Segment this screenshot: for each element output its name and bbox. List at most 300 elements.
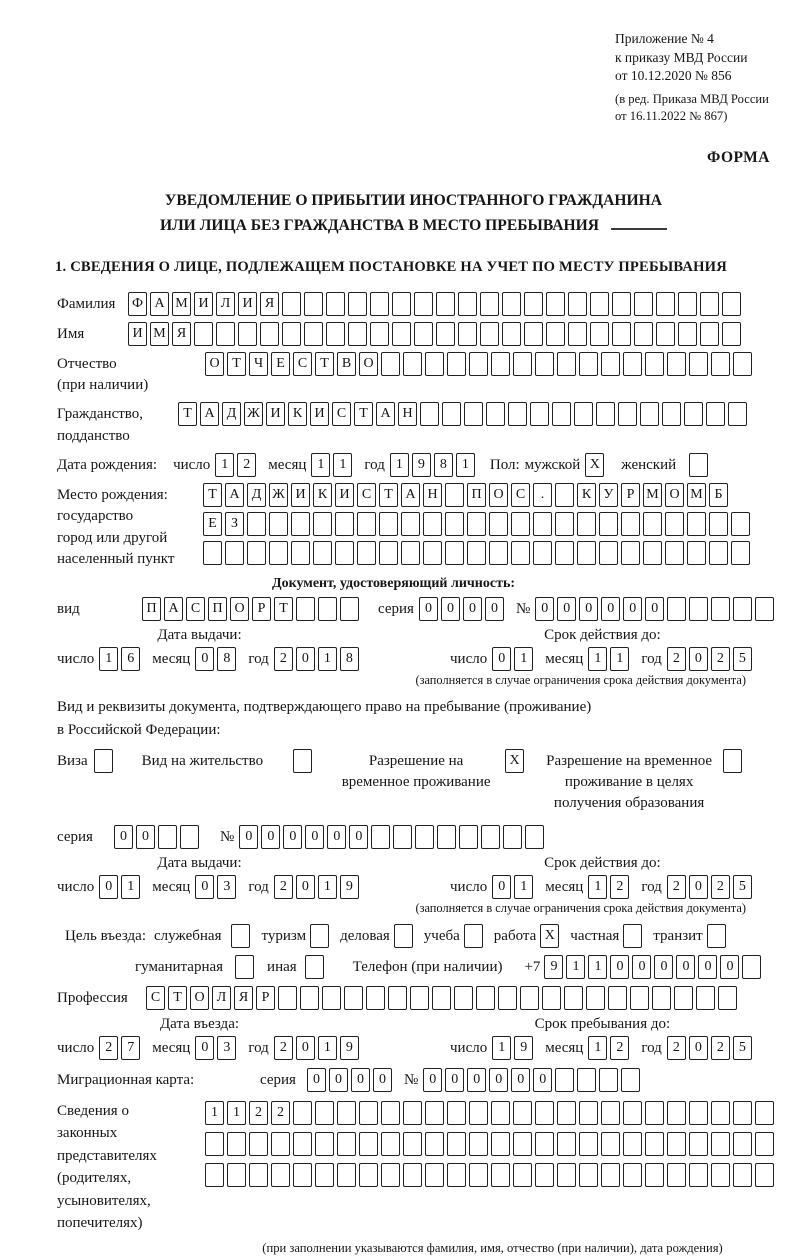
char-cell[interactable] (689, 1163, 708, 1187)
char-cell[interactable] (596, 402, 615, 426)
char-cell[interactable]: 8 (434, 453, 453, 477)
char-cell[interactable] (337, 1132, 356, 1156)
char-cell[interactable] (542, 986, 561, 1010)
char-cell[interactable] (568, 322, 587, 346)
char-cell[interactable] (546, 292, 565, 316)
char-cell[interactable]: 3 (217, 875, 236, 899)
char-cell[interactable]: С (293, 352, 312, 376)
char-cell[interactable]: Т (227, 352, 246, 376)
char-cell[interactable] (392, 292, 411, 316)
char-cell[interactable] (313, 512, 332, 536)
char-cell[interactable] (502, 292, 521, 316)
char-cell[interactable] (731, 512, 750, 536)
char-cell[interactable] (315, 1132, 334, 1156)
char-cell[interactable]: Е (271, 352, 290, 376)
char-cell[interactable]: М (150, 322, 169, 346)
char-cell[interactable] (476, 986, 495, 1010)
char-cell[interactable]: П (208, 597, 227, 621)
char-cell[interactable] (469, 1132, 488, 1156)
char-cell[interactable] (623, 352, 642, 376)
char-cell[interactable] (401, 512, 420, 536)
char-cell[interactable] (300, 986, 319, 1010)
char-cell[interactable] (755, 1163, 774, 1187)
char-cell[interactable] (674, 986, 693, 1010)
char-cell[interactable]: С (332, 402, 351, 426)
char-cell[interactable] (645, 1163, 664, 1187)
char-cell[interactable] (348, 322, 367, 346)
char-cell[interactable] (282, 322, 301, 346)
char-cell[interactable] (366, 986, 385, 1010)
char-cell[interactable]: Т (274, 597, 293, 621)
char-cell[interactable] (322, 986, 341, 1010)
char-cell[interactable] (486, 402, 505, 426)
char-cell[interactable]: Р (256, 986, 275, 1010)
char-cell[interactable]: А (401, 483, 420, 507)
char-cell[interactable]: 1 (121, 875, 140, 899)
char-cell[interactable]: Я (172, 322, 191, 346)
char-cell[interactable] (489, 541, 508, 565)
checkbox-humanitarian[interactable] (235, 955, 254, 979)
char-cell[interactable] (293, 1101, 312, 1125)
char-cell[interactable] (415, 825, 434, 849)
char-cell[interactable] (491, 352, 510, 376)
char-cell[interactable] (711, 1163, 730, 1187)
char-cell[interactable] (711, 1101, 730, 1125)
char-cell[interactable]: 1 (99, 647, 118, 671)
char-cell[interactable]: 0 (307, 1068, 326, 1092)
char-cell[interactable] (508, 402, 527, 426)
char-cell[interactable] (689, 352, 708, 376)
char-cell[interactable] (524, 322, 543, 346)
char-cell[interactable]: Я (260, 292, 279, 316)
char-cell[interactable] (623, 1163, 642, 1187)
char-cell[interactable]: И (266, 402, 285, 426)
char-cell[interactable]: 1 (514, 875, 533, 899)
char-cell[interactable] (469, 1163, 488, 1187)
char-cell[interactable]: 0 (654, 955, 673, 979)
char-cell[interactable] (489, 512, 508, 536)
char-cell[interactable] (667, 597, 686, 621)
char-cell[interactable] (403, 1163, 422, 1187)
char-cell[interactable]: 0 (136, 825, 155, 849)
char-cell[interactable] (381, 1101, 400, 1125)
char-cell[interactable] (313, 541, 332, 565)
char-cell[interactable] (357, 512, 376, 536)
char-cell[interactable]: 0 (689, 1036, 708, 1060)
char-cell[interactable]: 0 (423, 1068, 442, 1092)
char-cell[interactable] (599, 541, 618, 565)
char-cell[interactable]: 1 (205, 1101, 224, 1125)
char-cell[interactable]: 0 (467, 1068, 486, 1092)
char-cell[interactable]: 1 (456, 453, 475, 477)
char-cell[interactable] (577, 541, 596, 565)
char-cell[interactable]: . (533, 483, 552, 507)
char-cell[interactable] (706, 402, 725, 426)
char-cell[interactable] (733, 1101, 752, 1125)
char-cell[interactable]: 0 (261, 825, 280, 849)
char-cell[interactable]: А (200, 402, 219, 426)
char-cell[interactable] (645, 1101, 664, 1125)
char-cell[interactable] (711, 352, 730, 376)
char-cell[interactable] (425, 1163, 444, 1187)
char-cell[interactable]: И (310, 402, 329, 426)
char-cell[interactable]: О (230, 597, 249, 621)
char-cell[interactable] (269, 541, 288, 565)
char-cell[interactable]: 8 (340, 647, 359, 671)
char-cell[interactable]: 0 (327, 825, 346, 849)
checkbox-private[interactable] (623, 924, 642, 948)
char-cell[interactable] (381, 352, 400, 376)
char-cell[interactable]: 2 (271, 1101, 290, 1125)
char-cell[interactable] (458, 292, 477, 316)
char-cell[interactable]: 1 (318, 647, 337, 671)
char-cell[interactable]: 9 (514, 1036, 533, 1060)
char-cell[interactable] (577, 512, 596, 536)
char-cell[interactable] (388, 986, 407, 1010)
char-cell[interactable] (711, 1132, 730, 1156)
char-cell[interactable]: 0 (195, 1036, 214, 1060)
char-cell[interactable]: 0 (305, 825, 324, 849)
checkbox-work[interactable]: X (540, 924, 559, 948)
char-cell[interactable]: 2 (610, 1036, 629, 1060)
char-cell[interactable]: Р (621, 483, 640, 507)
char-cell[interactable] (158, 825, 177, 849)
checkbox-visa[interactable] (94, 749, 113, 773)
char-cell[interactable] (247, 541, 266, 565)
char-cell[interactable] (599, 512, 618, 536)
char-cell[interactable]: М (687, 483, 706, 507)
char-cell[interactable]: 0 (114, 825, 133, 849)
char-cell[interactable]: 1 (514, 647, 533, 671)
checkbox-study[interactable] (464, 924, 483, 948)
char-cell[interactable] (530, 402, 549, 426)
char-cell[interactable] (445, 512, 464, 536)
char-cell[interactable] (640, 402, 659, 426)
char-cell[interactable] (652, 986, 671, 1010)
char-cell[interactable] (590, 322, 609, 346)
char-cell[interactable] (513, 1163, 532, 1187)
char-cell[interactable] (513, 352, 532, 376)
char-cell[interactable] (623, 1132, 642, 1156)
char-cell[interactable] (511, 512, 530, 536)
char-cell[interactable]: О (190, 986, 209, 1010)
char-cell[interactable] (318, 597, 337, 621)
char-cell[interactable] (249, 1163, 268, 1187)
char-cell[interactable] (503, 825, 522, 849)
char-cell[interactable] (662, 402, 681, 426)
char-cell[interactable] (665, 541, 684, 565)
char-cell[interactable] (282, 292, 301, 316)
char-cell[interactable]: 2 (711, 875, 730, 899)
char-cell[interactable] (423, 512, 442, 536)
char-cell[interactable] (420, 402, 439, 426)
char-cell[interactable]: 2 (274, 1036, 293, 1060)
char-cell[interactable] (684, 402, 703, 426)
char-cell[interactable] (535, 1163, 554, 1187)
char-cell[interactable] (590, 292, 609, 316)
char-cell[interactable] (393, 825, 412, 849)
char-cell[interactable]: Т (315, 352, 334, 376)
char-cell[interactable] (293, 1163, 312, 1187)
char-cell[interactable]: 0 (419, 597, 438, 621)
char-cell[interactable] (552, 402, 571, 426)
char-cell[interactable] (689, 1132, 708, 1156)
char-cell[interactable]: 0 (239, 825, 258, 849)
char-cell[interactable]: Я (234, 986, 253, 1010)
char-cell[interactable]: Д (247, 483, 266, 507)
char-cell[interactable] (601, 1163, 620, 1187)
char-cell[interactable] (755, 1132, 774, 1156)
checkbox-official[interactable] (231, 924, 250, 948)
char-cell[interactable] (700, 292, 719, 316)
char-cell[interactable] (371, 825, 390, 849)
char-cell[interactable] (535, 1101, 554, 1125)
char-cell[interactable] (643, 512, 662, 536)
char-cell[interactable] (621, 541, 640, 565)
char-cell[interactable]: Е (203, 512, 222, 536)
char-cell[interactable] (656, 292, 675, 316)
char-cell[interactable] (601, 1101, 620, 1125)
char-cell[interactable]: 0 (489, 1068, 508, 1092)
char-cell[interactable]: Т (354, 402, 373, 426)
checkbox-tourism[interactable] (310, 924, 329, 948)
char-cell[interactable] (667, 1163, 686, 1187)
char-cell[interactable] (687, 512, 706, 536)
char-cell[interactable] (687, 541, 706, 565)
char-cell[interactable] (249, 1132, 268, 1156)
char-cell[interactable] (612, 322, 631, 346)
char-cell[interactable] (480, 322, 499, 346)
char-cell[interactable] (535, 352, 554, 376)
char-cell[interactable]: У (599, 483, 618, 507)
char-cell[interactable] (340, 597, 359, 621)
char-cell[interactable] (678, 292, 697, 316)
char-cell[interactable] (225, 541, 244, 565)
char-cell[interactable] (344, 986, 363, 1010)
char-cell[interactable] (728, 402, 747, 426)
char-cell[interactable] (271, 1163, 290, 1187)
char-cell[interactable] (293, 1132, 312, 1156)
char-cell[interactable] (459, 825, 478, 849)
char-cell[interactable] (447, 1132, 466, 1156)
char-cell[interactable] (425, 352, 444, 376)
char-cell[interactable] (180, 825, 199, 849)
char-cell[interactable] (403, 352, 422, 376)
char-cell[interactable]: В (337, 352, 356, 376)
char-cell[interactable]: 0 (485, 597, 504, 621)
char-cell[interactable] (574, 402, 593, 426)
char-cell[interactable] (711, 597, 730, 621)
char-cell[interactable] (381, 1163, 400, 1187)
char-cell[interactable] (731, 541, 750, 565)
char-cell[interactable] (722, 292, 741, 316)
char-cell[interactable]: А (225, 483, 244, 507)
char-cell[interactable]: А (164, 597, 183, 621)
char-cell[interactable]: А (376, 402, 395, 426)
char-cell[interactable]: 1 (588, 875, 607, 899)
char-cell[interactable]: 0 (623, 597, 642, 621)
char-cell[interactable]: 1 (390, 453, 409, 477)
char-cell[interactable] (555, 1068, 574, 1092)
char-cell[interactable]: 0 (511, 1068, 530, 1092)
char-cell[interactable] (555, 483, 574, 507)
char-cell[interactable]: Ч (249, 352, 268, 376)
char-cell[interactable] (447, 1163, 466, 1187)
char-cell[interactable] (458, 322, 477, 346)
char-cell[interactable] (278, 986, 297, 1010)
char-cell[interactable] (618, 402, 637, 426)
char-cell[interactable]: К (313, 483, 332, 507)
char-cell[interactable] (216, 322, 235, 346)
char-cell[interactable] (337, 1101, 356, 1125)
char-cell[interactable] (535, 1132, 554, 1156)
char-cell[interactable]: 0 (99, 875, 118, 899)
char-cell[interactable]: 2 (667, 1036, 686, 1060)
char-cell[interactable]: 6 (121, 647, 140, 671)
char-cell[interactable]: 1 (311, 453, 330, 477)
char-cell[interactable]: 2 (610, 875, 629, 899)
char-cell[interactable]: 0 (689, 875, 708, 899)
char-cell[interactable] (645, 1132, 664, 1156)
checkbox-temp-residence-edu[interactable] (723, 749, 742, 773)
char-cell[interactable]: 0 (463, 597, 482, 621)
char-cell[interactable]: Р (252, 597, 271, 621)
char-cell[interactable]: Б (709, 483, 728, 507)
char-cell[interactable] (414, 322, 433, 346)
char-cell[interactable]: Н (398, 402, 417, 426)
char-cell[interactable]: 1 (588, 1036, 607, 1060)
char-cell[interactable] (755, 597, 774, 621)
char-cell[interactable] (291, 512, 310, 536)
char-cell[interactable]: 0 (329, 1068, 348, 1092)
char-cell[interactable]: 1 (610, 647, 629, 671)
char-cell[interactable] (401, 541, 420, 565)
char-cell[interactable] (709, 541, 728, 565)
char-cell[interactable] (359, 1101, 378, 1125)
char-cell[interactable] (564, 986, 583, 1010)
char-cell[interactable] (445, 483, 464, 507)
char-cell[interactable]: Л (216, 292, 235, 316)
char-cell[interactable]: 0 (492, 647, 511, 671)
char-cell[interactable]: С (511, 483, 530, 507)
char-cell[interactable]: С (357, 483, 376, 507)
char-cell[interactable]: Ж (244, 402, 263, 426)
char-cell[interactable]: С (186, 597, 205, 621)
char-cell[interactable] (643, 541, 662, 565)
char-cell[interactable] (555, 541, 574, 565)
char-cell[interactable]: 0 (689, 647, 708, 671)
char-cell[interactable] (370, 292, 389, 316)
char-cell[interactable] (194, 322, 213, 346)
char-cell[interactable] (304, 292, 323, 316)
char-cell[interactable]: Д (222, 402, 241, 426)
char-cell[interactable] (227, 1132, 246, 1156)
char-cell[interactable] (491, 1101, 510, 1125)
char-cell[interactable]: 0 (632, 955, 651, 979)
checkbox-female[interactable] (689, 453, 708, 477)
char-cell[interactable]: 0 (698, 955, 717, 979)
char-cell[interactable] (442, 402, 461, 426)
char-cell[interactable]: 9 (340, 1036, 359, 1060)
char-cell[interactable] (568, 292, 587, 316)
char-cell[interactable]: 2 (249, 1101, 268, 1125)
char-cell[interactable] (480, 292, 499, 316)
char-cell[interactable]: 0 (676, 955, 695, 979)
char-cell[interactable] (469, 1101, 488, 1125)
char-cell[interactable] (696, 986, 715, 1010)
char-cell[interactable] (678, 322, 697, 346)
checkbox-other[interactable] (305, 955, 324, 979)
char-cell[interactable] (445, 541, 464, 565)
char-cell[interactable]: 0 (351, 1068, 370, 1092)
char-cell[interactable]: Н (423, 483, 442, 507)
char-cell[interactable] (599, 1068, 618, 1092)
char-cell[interactable] (667, 1132, 686, 1156)
char-cell[interactable]: 0 (557, 597, 576, 621)
char-cell[interactable] (414, 292, 433, 316)
char-cell[interactable]: 2 (274, 647, 293, 671)
char-cell[interactable]: А (150, 292, 169, 316)
char-cell[interactable] (227, 1163, 246, 1187)
checkbox-business[interactable] (394, 924, 413, 948)
char-cell[interactable] (304, 322, 323, 346)
char-cell[interactable]: Л (212, 986, 231, 1010)
char-cell[interactable]: 0 (349, 825, 368, 849)
char-cell[interactable]: 1 (318, 875, 337, 899)
char-cell[interactable]: 0 (579, 597, 598, 621)
char-cell[interactable]: О (359, 352, 378, 376)
char-cell[interactable]: 2 (667, 875, 686, 899)
char-cell[interactable]: 5 (733, 875, 752, 899)
char-cell[interactable] (271, 1132, 290, 1156)
char-cell[interactable] (709, 512, 728, 536)
char-cell[interactable]: И (291, 483, 310, 507)
char-cell[interactable] (555, 512, 574, 536)
char-cell[interactable] (722, 322, 741, 346)
char-cell[interactable] (269, 512, 288, 536)
char-cell[interactable] (315, 1163, 334, 1187)
char-cell[interactable]: 0 (720, 955, 739, 979)
char-cell[interactable]: 1 (588, 955, 607, 979)
char-cell[interactable] (392, 322, 411, 346)
char-cell[interactable]: О (665, 483, 684, 507)
char-cell[interactable] (491, 1132, 510, 1156)
char-cell[interactable]: З (225, 512, 244, 536)
char-cell[interactable] (557, 1163, 576, 1187)
char-cell[interactable]: П (142, 597, 161, 621)
checkbox-residence-permit[interactable] (293, 749, 312, 773)
char-cell[interactable] (557, 1101, 576, 1125)
char-cell[interactable]: 9 (340, 875, 359, 899)
char-cell[interactable] (379, 512, 398, 536)
char-cell[interactable] (689, 1101, 708, 1125)
char-cell[interactable] (337, 1163, 356, 1187)
char-cell[interactable]: 9 (412, 453, 431, 477)
char-cell[interactable] (579, 1163, 598, 1187)
char-cell[interactable] (467, 541, 486, 565)
char-cell[interactable] (612, 292, 631, 316)
char-cell[interactable] (586, 986, 605, 1010)
char-cell[interactable] (425, 1132, 444, 1156)
char-cell[interactable] (491, 1163, 510, 1187)
char-cell[interactable]: И (128, 322, 147, 346)
char-cell[interactable]: 0 (445, 1068, 464, 1092)
char-cell[interactable] (733, 1163, 752, 1187)
char-cell[interactable] (436, 292, 455, 316)
char-cell[interactable] (733, 352, 752, 376)
char-cell[interactable] (533, 512, 552, 536)
char-cell[interactable]: К (288, 402, 307, 426)
